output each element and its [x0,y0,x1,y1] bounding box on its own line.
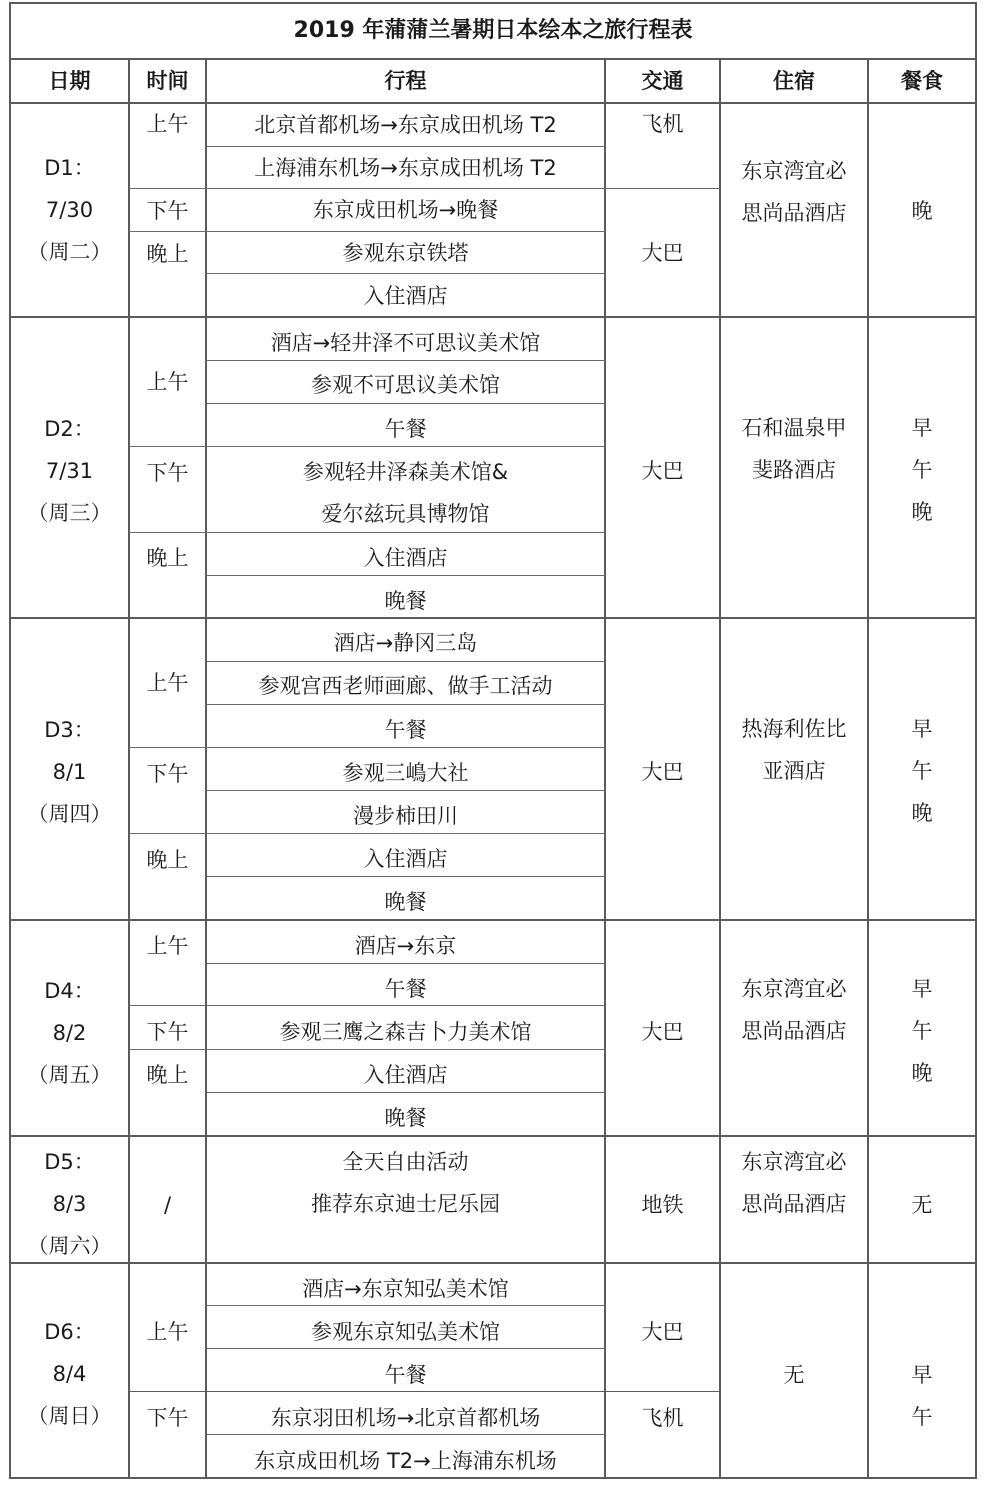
day-2-period-evening: 晚上 [146,546,189,570]
day-3-period-morning: 上午 [146,671,189,695]
day-1-item: 北京首都机场→东京成田机场 T2 [254,112,557,137]
day-4-period-evening: 晚上 [146,1063,189,1087]
day-4-lodging: 东京湾宜必 思尚品酒店 [741,977,847,1043]
row-divider [129,1005,206,1006]
day-1-lodging: 东京湾宜必 思尚品酒店 [741,159,847,225]
row-divider [206,661,605,662]
day-6-meals: 早 午 [911,1363,933,1429]
day-1-item: 上海浦东机场→东京成田机场 T2 [254,155,557,180]
row-divider [206,876,605,877]
header-date: 日期 [48,69,91,93]
day-1-period-afternoon: 下午 [146,198,189,223]
day-4-period-afternoon: 下午 [146,1020,189,1044]
day-5-item: 全天自由活动 推荐东京迪士尼乐园 [311,1150,500,1216]
row-divider [129,188,206,189]
day-1-item: 入住酒店 [363,283,448,308]
day-2-item: 参观不可思议美术馆 [311,373,500,397]
row-divider [206,1305,605,1306]
row-divider [206,1348,605,1349]
day-6-lodging: 无 [783,1363,805,1387]
row-divider [129,747,206,748]
day-3-lodging: 热海利佐比 亚酒店 [741,717,847,783]
day-4-transport: 大巴 [641,1020,684,1044]
row-divider [206,1049,605,1050]
day-4-item: 酒店→东京 [354,934,457,958]
row-divider [206,575,605,576]
day-1-transport-bus: 大巴 [641,241,684,265]
row-divider [206,403,605,404]
day-2-lodging: 石和温泉甲 斐路酒店 [741,416,847,482]
row-divider [206,446,605,447]
row-divider [129,532,206,533]
day-2-period-morning: 上午 [146,370,189,394]
header-time: 时间 [146,69,189,93]
day-6-transport-flight: 飞机 [641,1406,684,1430]
day-2-date: D2： 7/31 （周三） [27,417,112,525]
day-2-meals: 早 午 晚 [911,416,933,524]
day-4-item: 午餐 [384,977,427,1001]
row-divider [206,532,605,533]
day-6-item: 东京成田机场 T2→上海浦东机场 [254,1449,557,1473]
day-2-item: 入住酒店 [363,546,448,570]
day-5-meals: 无 [911,1193,933,1217]
day-4-item: 晚餐 [384,1106,427,1130]
day-6-item: 午餐 [384,1363,427,1387]
day-3-item: 参观三嶋大社 [342,761,469,785]
day-5-transport: 地铁 [641,1193,684,1217]
day-2-item: 参观轻井泽森美术馆& 爱尔兹玩具博物馆 [302,460,509,526]
day-6-period-morning: 上午 [146,1320,189,1344]
day-4-date: D4： 8/2 （周五） [27,979,112,1087]
day-6-transport-bus: 大巴 [641,1320,684,1344]
day-1-date: D1： 7/30 （周二） [27,156,112,264]
day-4-item: 入住酒店 [363,1063,448,1087]
day-1-item: 参观东京铁塔 [342,241,469,265]
day-1-meals: 晚 [911,199,933,223]
day-5-date: D5： 8/3 （周六） [27,1150,112,1258]
day-5-lodging: 东京湾宜必 思尚品酒店 [741,1150,847,1216]
row-divider [206,1434,605,1435]
day-3-date: D3： 8/1 （周四） [27,718,112,826]
row-divider [129,833,206,834]
day-1-item: 东京成田机场→晚餐 [312,198,499,222]
day-3-period-evening: 晚上 [146,848,189,872]
day-divider [10,1262,977,1264]
day-2-item: 午餐 [384,417,427,441]
day-1-period-morning: 上午 [146,112,189,136]
row-divider [206,360,605,361]
day-3-item: 晚餐 [384,890,427,914]
day-1-transport-flight: 飞机 [641,112,684,136]
row-divider [206,747,605,748]
row-divider [206,1005,605,1006]
day-3-period-afternoon: 下午 [146,762,189,786]
day-1-period-evening: 晚上 [146,241,189,266]
day-6-item: 酒店→东京知弘美术馆 [302,1277,509,1301]
row-divider [129,231,206,232]
row-divider [206,1092,605,1093]
day-3-item: 参观宫西老师画廊、做手工活动 [258,674,553,698]
header-itinerary: 行程 [384,69,427,93]
day-3-transport: 大巴 [641,760,684,784]
day-4-period-morning: 上午 [146,934,189,958]
row-divider [129,1049,206,1050]
day-2-item: 酒店→轻井泽不可思议美术馆 [270,331,541,355]
day-6-period-afternoon: 下午 [146,1406,189,1430]
row-divider [129,446,206,447]
day-4-item: 参观三鹰之森吉卜力美术馆 [279,1020,532,1044]
row-divider [206,704,605,705]
day-3-item: 入住酒店 [363,847,448,871]
day-3-item: 酒店→静冈三岛 [333,631,478,655]
day-2-item: 晚餐 [384,589,427,613]
day-5-period: / [163,1193,172,1217]
table-title: 2019 年蒲蒲兰暑期日本绘本之旅行程表 [293,17,693,43]
day-6-date: D6： 8/4 （周日） [27,1320,112,1428]
day-6-item: 东京羽田机场→北京首都机场 [270,1406,541,1430]
day-divider [10,919,977,921]
header-transport: 交通 [641,69,684,93]
day-divider [10,1135,977,1137]
day-6-item: 参观东京知弘美术馆 [311,1320,500,1344]
day-2-transport: 大巴 [641,459,684,483]
header-meals: 餐食 [901,69,943,93]
day-3-meals: 早 午 晚 [911,717,933,825]
row-divider [206,833,605,834]
day-3-item: 午餐 [384,718,427,742]
header-lodging: 住宿 [773,69,815,93]
row-divider [206,963,605,964]
row-divider [206,790,605,791]
day-4-meals: 早 午 晚 [911,977,933,1085]
day-2-period-afternoon: 下午 [146,461,189,485]
day-3-item: 漫步柿田川 [353,804,458,828]
